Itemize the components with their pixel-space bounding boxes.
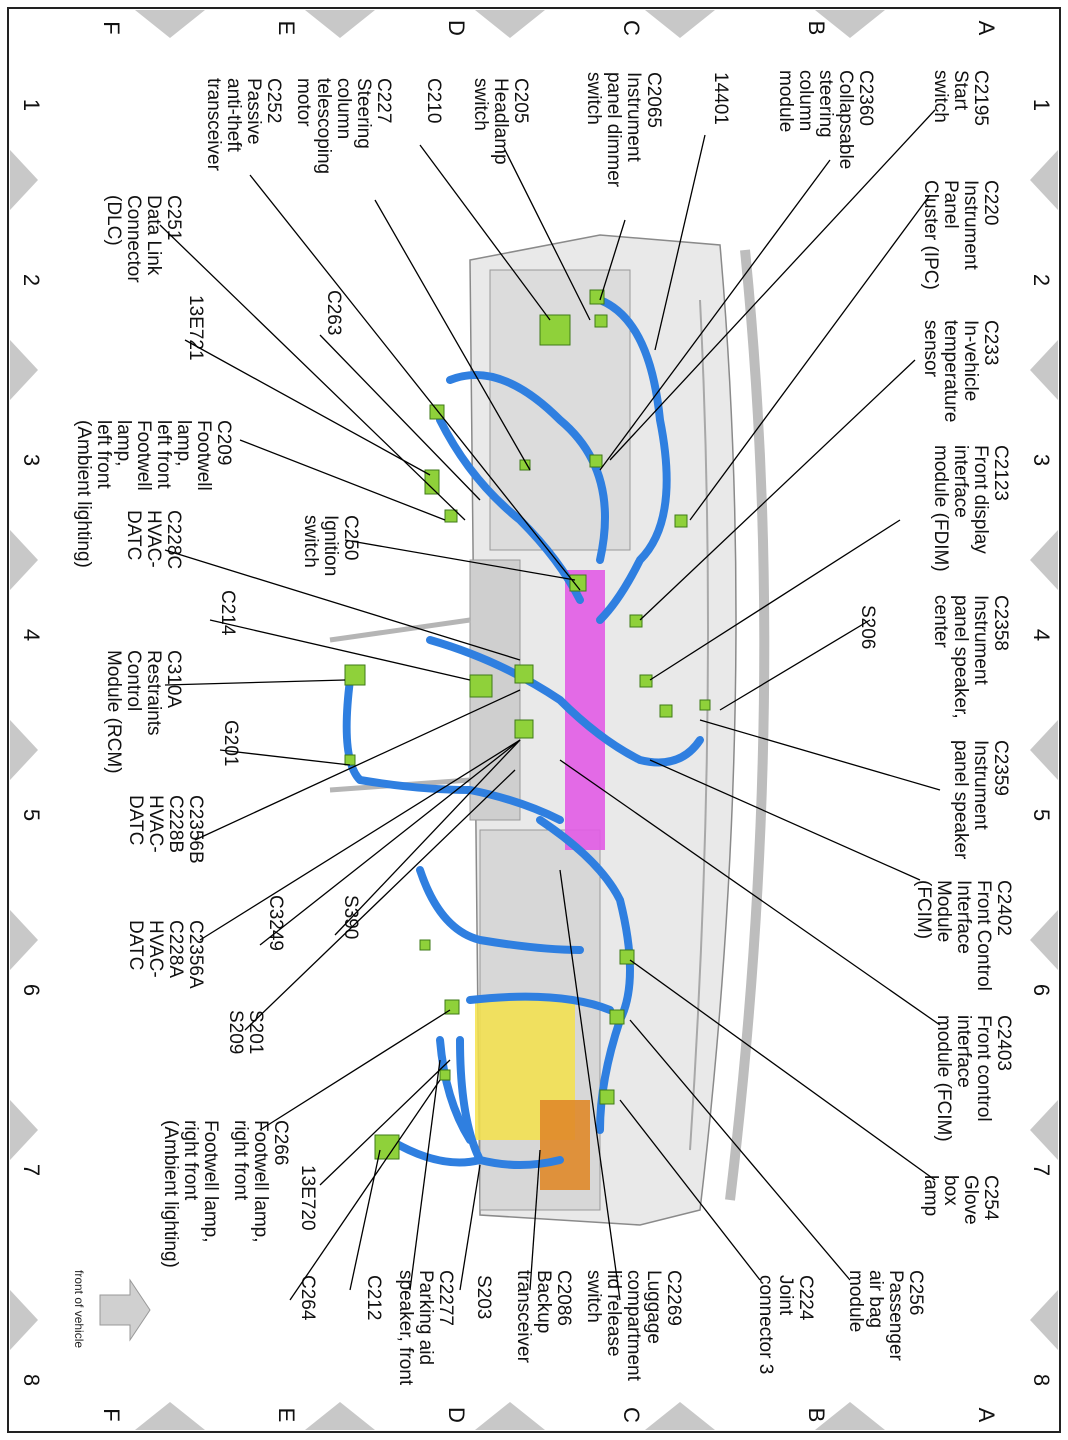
callout-c264: [297, 1275, 318, 1321]
callout-c2269-line-4: switch: [583, 1270, 604, 1323]
callout-c2123-line-0: C2123: [990, 445, 1011, 501]
callout-c2065-line-2: panel dimmer: [603, 72, 624, 188]
callout-c2065-line-3: switch: [583, 72, 604, 125]
callout-c209: [153, 420, 234, 491]
grid-number-left-1: 1: [19, 98, 45, 112]
leader-line: [260, 1010, 450, 1130]
grid-letter-top-C: C: [619, 20, 645, 36]
callout-c2086-line-0: C2086: [553, 1270, 574, 1326]
module-backup-transceiver: [540, 1100, 590, 1190]
callout-c2277-line-2: speaker, front: [395, 1270, 416, 1386]
callout-c2356b-line-1: C228B: [165, 795, 186, 854]
leader-line: [320, 1060, 450, 1185]
callout-c227-line-0: C227: [373, 78, 394, 124]
callout-c228c-line-2: DATC: [123, 510, 144, 561]
callout-c205-line-0: C205: [510, 78, 531, 124]
callout-c2360-line-3: column: [795, 70, 816, 132]
callout-c251-line-0: C251: [163, 195, 184, 241]
callout-c252-line-0: C252: [263, 78, 284, 124]
callout-c266b: [160, 1120, 221, 1268]
callout-c3249: [265, 895, 286, 951]
callout-c266: [230, 1120, 291, 1243]
callout-c212: [363, 1275, 384, 1320]
callout-c2358-line-0: C2358: [990, 595, 1011, 651]
grid-number-right-6: 6: [1029, 983, 1055, 997]
grid-number-right-4: 4: [1029, 628, 1055, 642]
grid-letter-top-F: F: [99, 21, 125, 35]
callout-c2195-line-2: switch: [930, 70, 951, 123]
callout-c210-line-0: C210: [423, 78, 444, 124]
callout-c205-line-2: switch: [470, 78, 491, 131]
callout-c2269: [583, 1270, 684, 1382]
callout-s390: [340, 895, 361, 939]
callout-c220-line-0: C220: [980, 180, 1001, 226]
callout-s203-line-0: S203: [473, 1275, 494, 1320]
grid-number-left-4: 4: [19, 628, 45, 642]
grid-number-left-6: 6: [19, 983, 45, 997]
callout-c2195-line-1: Start: [950, 70, 971, 111]
grid-letter-bottom-F: F: [99, 1408, 125, 1422]
callout-c13e721: [185, 295, 206, 361]
callout-c252-line-1: Passive: [243, 78, 264, 145]
callout-c227-line-3: telescoping: [313, 78, 334, 175]
callout-c227-line-1: Steering: [353, 78, 374, 149]
callout-c2360-line-0: C2360: [855, 70, 876, 126]
callout-c310a-line-0: C310A: [163, 650, 184, 709]
callout-c2356b-line-0: C2356B: [185, 795, 206, 864]
callout-c250-line-0: C250: [340, 515, 361, 561]
callout-c2402-line-2: Interface: [953, 880, 974, 954]
callout-c256-line-2: air bag: [865, 1270, 886, 1329]
callout-c266b-line-2: (Ambient lighting): [160, 1120, 181, 1268]
callout-c2403-line-0: C2403: [993, 1015, 1014, 1071]
callout-c2356a-line-0: C2356A: [185, 920, 206, 989]
callout-c254-line-3: lamp: [920, 1175, 941, 1217]
grid-letter-bottom-D: D: [444, 1407, 470, 1423]
front-of-vehicle-arrow: [72, 1270, 150, 1348]
callout-g201: [220, 720, 241, 766]
grid-letter-top-A: A: [974, 20, 1000, 36]
callout-c2360-line-1: Collapsable: [835, 70, 856, 170]
callout-c2065: [583, 72, 664, 188]
callout-c2402-line-4: (FCIM): [913, 880, 934, 940]
callout-c251: [103, 195, 184, 283]
callout-c250-line-1: Ignition: [320, 515, 341, 577]
callout-c2356a-line-3: DATC: [125, 920, 146, 971]
callout-c2358-line-2: panel speaker,: [950, 595, 971, 719]
callout-c233-line-1: In-vehicle: [960, 320, 981, 402]
callout-c209-line-1: Footwell: [193, 420, 214, 491]
callout-c2402-line-0: C2402: [993, 880, 1014, 936]
callout-c3249-line-0: C3249: [265, 895, 286, 951]
callout-c220-line-2: Panel: [940, 180, 961, 229]
callout-c13e720-line-0: 13E720: [297, 1165, 318, 1231]
callout-c2403-line-1: Front control: [973, 1015, 994, 1122]
callout-c254: [920, 1175, 1001, 1225]
callout-c2195-line-0: C2195: [970, 70, 991, 126]
callout-c209b-line-2: left front: [93, 420, 114, 489]
callout-c205-line-1: Headlamp: [490, 78, 511, 165]
callout-c2360-line-2: steering: [815, 70, 836, 138]
callout-c2086: [513, 1270, 574, 1364]
callout-c2277-line-1: Parking aid: [415, 1270, 436, 1366]
callout-c233-line-2: temperature: [940, 320, 961, 423]
leader-line: [350, 1150, 380, 1290]
callout-c220-line-1: Instrument: [960, 180, 981, 270]
callout-c227-line-2: column: [333, 78, 354, 140]
callout-c2359-line-0: C2359: [990, 740, 1011, 796]
grid-letter-top-E: E: [274, 20, 300, 36]
callout-c254-line-0: C254: [980, 1175, 1001, 1221]
callout-s201-line-0: S201: [245, 1010, 266, 1055]
grid-letter-bottom-E: E: [274, 1407, 300, 1423]
callout-c256-line-3: module: [845, 1270, 866, 1333]
grid-letter-top-B: B: [804, 20, 830, 36]
callout-c263-line-0: C263: [323, 290, 344, 336]
callout-c2277-line-0: C2277: [435, 1270, 456, 1326]
callout-c254-line-1: Glove: [960, 1175, 981, 1225]
callout-c2269-line-0: C2269: [663, 1270, 684, 1326]
leader-line: [460, 1165, 480, 1290]
callout-c2360-line-4: module: [775, 70, 796, 133]
callout-c2123-line-3: module (FDIM): [930, 445, 951, 572]
leader-line: [165, 680, 345, 685]
leader-line: [320, 335, 480, 500]
grid-number-left-7: 7: [19, 1163, 45, 1177]
callout-c2086-line-2: transceiver: [513, 1270, 534, 1363]
callout-s390-line-0: S390: [340, 895, 361, 940]
callout-s206-line-0: S206: [857, 605, 878, 650]
callout-c2360: [775, 70, 876, 169]
callout-c2123: [930, 445, 1011, 572]
callout-c2356a-line-2: HVAC-: [145, 920, 166, 978]
leader-line: [240, 440, 445, 520]
callout-c227-line-4: motor: [293, 78, 314, 127]
callout-c2358: [930, 595, 1011, 719]
callout-c224-line-1: Joint: [775, 1275, 796, 1316]
callout-c2269-line-1: Luggage: [643, 1270, 664, 1344]
callout-c2356a-line-1: C228A: [165, 920, 186, 979]
callout-c220-line-3: Cluster (IPC): [920, 180, 941, 290]
callout-c2359: [950, 740, 1011, 860]
callout-c2356b-line-3: DATC: [125, 795, 146, 846]
callout-c2402-line-3: Module: [933, 880, 954, 943]
callout-s201-line-1: S209: [225, 1010, 246, 1055]
callout-c224-line-2: connector 3: [755, 1275, 776, 1375]
callout-c2402: [913, 880, 1014, 991]
grid-letter-bottom-B: B: [804, 1407, 830, 1423]
callout-c2402-line-1: Front Control: [973, 880, 994, 991]
grid-number-right-5: 5: [1029, 808, 1055, 822]
callout-s203: [473, 1275, 494, 1319]
callout-c212-line-0: C212: [363, 1275, 384, 1321]
callout-c2356a: [125, 920, 206, 989]
callout-c251-line-3: (DLC): [103, 195, 124, 246]
callout-s201: [225, 1010, 266, 1054]
callout-c256-line-0: C256: [905, 1270, 926, 1316]
callout-c256: [845, 1270, 926, 1362]
grid-number-left-5: 5: [19, 808, 45, 822]
callout-c2403-line-2: interface: [953, 1015, 974, 1088]
callout-c209-line-3: left front: [153, 420, 174, 489]
callout-c2195: [930, 70, 991, 126]
callout-c210: [423, 78, 444, 123]
callout-c228c-line-0: C228C: [163, 510, 184, 570]
callout-c310a: [103, 650, 184, 774]
callout-c220: [920, 180, 1001, 290]
callout-c228c: [123, 510, 184, 569]
callout-c209b-line-3: (Ambient lighting): [73, 420, 94, 568]
grid-letter-bottom-C: C: [619, 1407, 645, 1423]
grid-letter-top-D: D: [444, 20, 470, 36]
grid-number-left-8: 8: [19, 1373, 45, 1387]
callout-c205: [470, 78, 531, 165]
callout-c2356b: [125, 795, 206, 864]
callout-c252-line-2: anti-theft: [223, 78, 244, 152]
leader-line: [210, 620, 470, 680]
callout-c251-line-2: Connector: [123, 195, 144, 283]
callout-c14401: [710, 72, 731, 125]
callout-c224-line-0: C224: [795, 1275, 816, 1321]
grid-number-right-2: 2: [1029, 273, 1055, 287]
callout-c252: [203, 78, 284, 172]
callout-c214: [217, 590, 238, 636]
callout-c2123-line-1: Front display: [970, 445, 991, 554]
callout-c2358-line-1: Instrument: [970, 595, 991, 685]
callout-c252-line-3: transceiver: [203, 78, 224, 171]
callout-c250: [300, 515, 361, 576]
callout-g201-line-0: G201: [220, 720, 241, 767]
grid-number-right-7: 7: [1029, 1163, 1055, 1177]
callout-c266b-line-0: Footwell lamp,: [200, 1120, 221, 1243]
callout-c209b-line-0: Footwell: [133, 420, 154, 491]
callout-c228c-line-1: HVAC-: [143, 510, 164, 568]
callout-c13e721-line-0: 13E721: [185, 295, 206, 361]
grid-number-right-8: 8: [1029, 1373, 1055, 1387]
grid-number-right-3: 3: [1029, 453, 1055, 467]
callout-c264-line-0: C264: [297, 1275, 318, 1321]
leader-line: [720, 620, 870, 710]
callout-c227: [293, 78, 394, 174]
callout-c2277: [395, 1270, 456, 1386]
grid-letter-bottom-A: A: [974, 1407, 1000, 1423]
callout-c214-line-0: C214: [217, 590, 238, 636]
callout-c13e720: [297, 1165, 318, 1231]
grid-number-right-1: 1: [1029, 98, 1055, 112]
callout-c233-line-3: sensor: [920, 320, 941, 378]
callout-c2403-line-3: module (FCIM): [933, 1015, 954, 1142]
callout-c2359-line-1: Instrument: [970, 740, 991, 830]
callout-c263: [323, 290, 344, 335]
callout-c2123-line-2: interface: [950, 445, 971, 518]
callout-c310a-line-2: Control: [123, 650, 144, 712]
callout-c266b-line-1: right front: [180, 1120, 201, 1201]
callout-c2359-line-2: panel speaker: [950, 740, 971, 860]
callout-c2269-line-3: lid release: [603, 1270, 624, 1357]
callout-c14401-line-0: 14401: [710, 72, 731, 125]
callout-c2065-line-0: C2065: [643, 72, 664, 128]
callout-c2065-line-1: Instrument: [623, 72, 644, 162]
callout-c310a-line-1: Restraints: [143, 650, 164, 736]
callout-c2358-line-3: center: [930, 595, 951, 648]
callout-c266-line-1: Footwell lamp,: [250, 1120, 271, 1243]
callout-c256-line-1: Passenger: [885, 1270, 906, 1361]
callout-c209-line-2: lamp,: [173, 420, 194, 467]
callout-c2356b-line-2: HVAC-: [145, 795, 166, 853]
leader-line: [700, 720, 940, 790]
callout-c2403: [933, 1015, 1014, 1142]
callout-c254-line-2: box: [940, 1175, 961, 1206]
callout-c266-line-0: C266: [270, 1120, 291, 1166]
callout-c2269-line-2: compartment: [623, 1270, 644, 1381]
callout-c250-line-2: switch: [300, 515, 321, 568]
callout-c209b-line-1: lamp,: [113, 420, 134, 467]
front-of-vehicle-label: front of vehicle: [72, 1270, 86, 1349]
callout-s206: [857, 605, 878, 649]
callout-c266-line-2: right front: [230, 1120, 251, 1201]
callout-c233: [920, 320, 1001, 422]
callout-c224: [755, 1275, 816, 1374]
grid-number-left-2: 2: [19, 273, 45, 287]
callout-c209-line-0: C209: [213, 420, 234, 466]
grid-number-left-3: 3: [19, 453, 45, 467]
callout-c251-line-1: Data Link: [143, 195, 164, 276]
callout-c233-line-0: C233: [980, 320, 1001, 366]
callout-c310a-line-3: Module (RCM): [103, 650, 124, 774]
callout-c2086-line-1: Backup: [533, 1270, 554, 1334]
